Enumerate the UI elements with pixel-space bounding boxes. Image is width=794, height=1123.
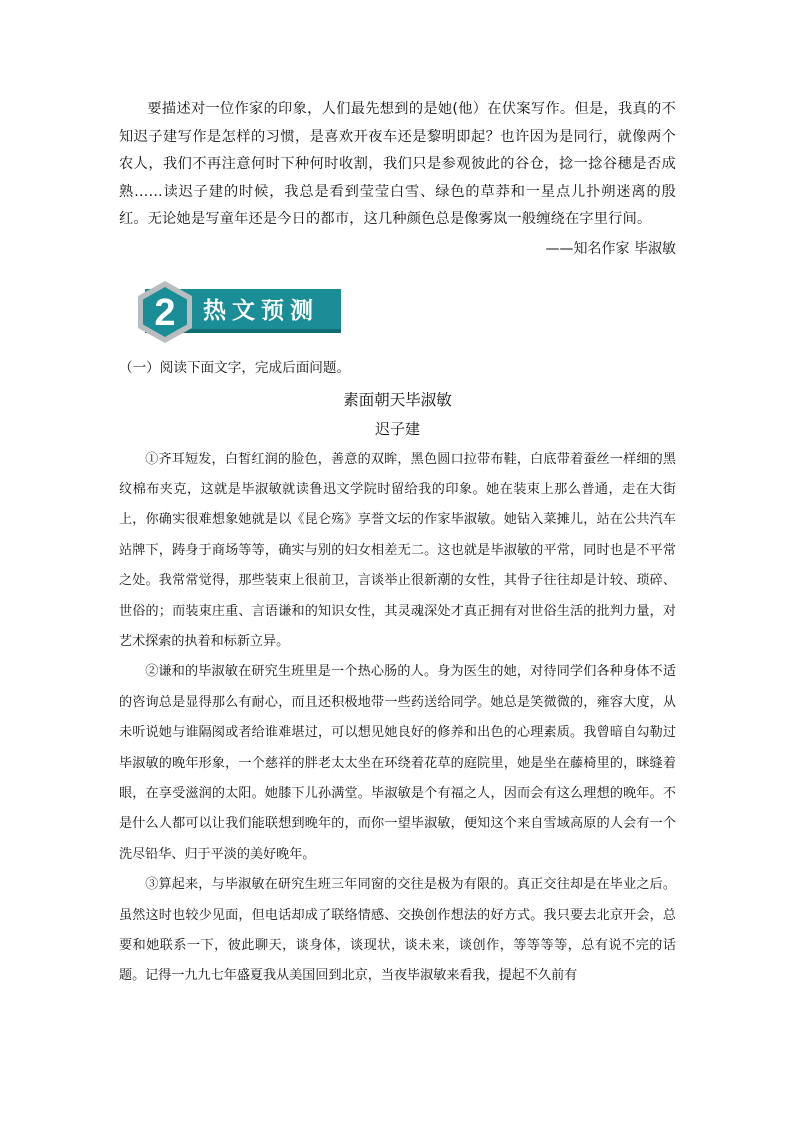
article-paragraph: ①齐耳短发，白皙红润的脸色，善意的双眸，黑色圆口拉带布鞋，白底带着蚕丝一样细的黑纹棉布夹克，这就是毕淑敏就读鲁迅文学院时留给我的印象。她在装束上那么普通，走在大街上，你确实很难想象她就是以《昆仑殇》享誉文坛的作家毕淑敏。她钻入菜摊儿，站在公共汽车站牌下，踌身于商场等等，确实与别的妇女相差无二。这也就是毕淑敏的平常，同时也是不平常之处。我常常觉得，那些装束上很前卫，言谈举止很新潮的女性，其骨子往往却是计较、琐碎、世俗的；而装束庄重、言语谦和的知识女性，其灵魂深处才真正拥有对世俗生活的批判力量，对艺术探索的执着和标新立异。 xyxy=(119,451,676,649)
document-page xyxy=(119,96,676,992)
article-author: 迟子建 xyxy=(374,419,420,438)
banner-number: 2 xyxy=(154,291,176,334)
author-quote xyxy=(119,96,676,263)
article-body xyxy=(119,445,676,992)
quote-signature: ——知名作家 毕淑敏 xyxy=(545,240,676,257)
section-banner xyxy=(119,281,349,343)
article-paragraph: ③算起来，与毕淑敏在研究生班三年同窗的交往是极为有限的。真正交往却是在毕业之后。虽然这时也较少见面，但电话却成了联络情感、交换创作想法的好方式。我只要去北京开会，总要和她联系一下，彼此聊天，谈身体，谈现状，谈未来，谈创作，等等等等，总有说不完的话题。记得一九九七年盛夏我从美国回到北京，当夜毕淑敏来看我，提起不久前有 xyxy=(119,877,676,984)
reading-instruction: （一）阅读下面文字，完成后面问题。 xyxy=(119,359,351,376)
article-paragraph: ②谦和的毕淑敏在研究生班里是一个热心肠的人。身为医生的她，对待同学们各种身体不适的咨询总是显得那么有耐心，而且还积极地带一些药送给同学。她总是笑微微的，雍容大度，从未听说她与谁隔阂或者给谁难堪过，可以想见她良好的修养和出色的心理素质。我曾暗自勾勒过毕淑敏的晚年形象，一个慈祥的胖老太太坐在环绕着花草的庭院里，她是坐在藤椅里的，眯缝着眼，在享受滋润的太阳。她膝下儿孙满堂。毕淑敏是个有福之人，因而会有这么理想的晚年。不是什么人都可以让我们能联想到晚年的，而你一望毕淑敏，便知这个来自雪域高原的人会有一个洗尽铅华、归于平淡的美好晚年。 xyxy=(119,664,676,862)
banner-title: 热文预测 xyxy=(203,296,319,324)
hexagon-number-icon xyxy=(135,279,195,345)
article-title: 素面朝天毕淑敏 xyxy=(343,390,452,409)
quote-paragraph: 要描述对一位作家的印象，人们最先想到的是她(他）在伏案写作。但是，我真的不知迟子建写作是怎样的习惯，是喜欢开夜车还是黎明即起？也许因为是同行，就像两个农人，我们不再注意何时下种何时收割，我们只是参观彼此的谷仓，捻一捻谷穗是否成熟……读迟子建的时候，我总是看到莹莹白雪、绿色的草莽和一星点儿扑朔迷离的殷红。无论她是写童年还是今日的都市，这几种颜色总是像雾岚一般缠绕在字里行间。 xyxy=(119,101,676,227)
